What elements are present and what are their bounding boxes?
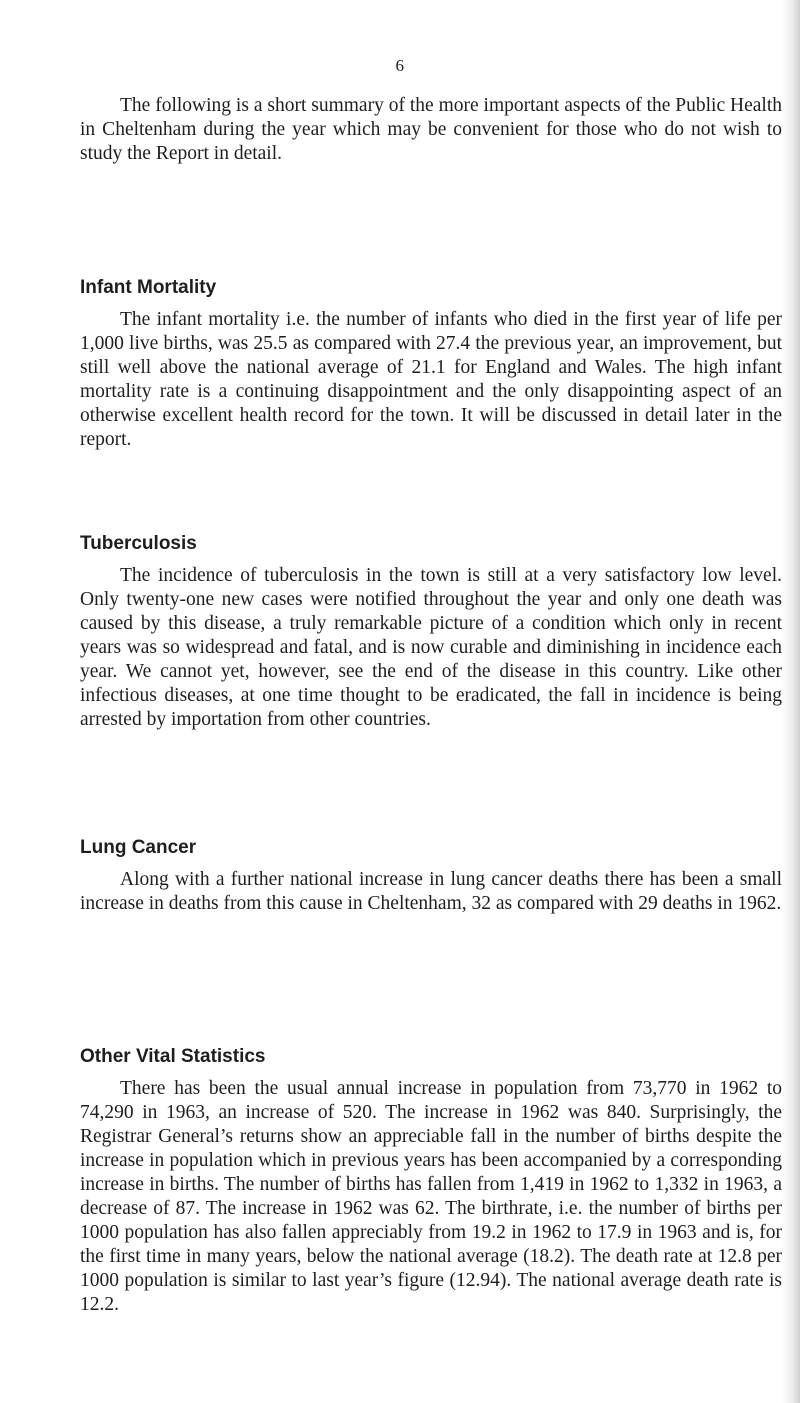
section-heading: Infant Mortality (80, 277, 217, 298)
page-edge-shadow (782, 0, 800, 1403)
section-body: Along with a further national increase in lung cancer deaths there has been a small increase in deaths from this cause in Cheltenham, 32 as compared with 29 deaths in 1962. (80, 869, 782, 914)
section-heading: Other Vital Statistics (80, 1046, 266, 1067)
section-body: There has been the usual annual increase in population from 73,770 in 1962 to 74,290 in 1963, an increase of 520. The increase in 1962 was 840. Surprisingly, the Registrar General’s returns show an appreciable fall in the number of births despite the increase in population which in previous years has been accompanied by a corresponding increase in births. The number of births has fallen from 1,419 in 1962 to 1,332 in 1963, a decrease of 87. The increase in 1962 was 62. The birthrate, i.e. the number of births per 1000 population has also fallen appreciably from 19.2 in 1962 to 17.9 in 1963 and is, for the first time in many years, below the national average (18.2). The death rate at 12.8 per 1000 population is similar to last year’s figure (12.94). The national average death rate is 12.2. (80, 1078, 782, 1315)
intro-paragraph: The following is a short summary of the more important aspects of the Public Health in Cheltenham during the year which may be convenient for those who do not wish to study the Report in detail. (80, 95, 782, 164)
section-body: The incidence of tuberculosis in the town is still at a very satisfactory low level. Only twenty-one new cases were notified throughout the year and only one death was caused by this disease, a truly remarkable picture of a condition which only in recent years was so widespread and fatal, and is now curable and diminishing in incidence each year. We cannot yet, however, see the end of the disease in this country. Like other infectious diseases, at one time thought to be eradicated, the fall in incidence is being arrested by importation from other countries. (80, 565, 782, 730)
section-heading: Lung Cancer (80, 837, 197, 858)
section-lung-cancer (80, 836, 782, 916)
section-infant-mortality (80, 276, 782, 452)
page-number: 6 (395, 56, 405, 75)
section-other-vital-statistics (80, 1045, 782, 1317)
section-heading: Tuberculosis (80, 533, 197, 554)
section-body: The infant mortality i.e. the number of infants who died in the first year of life per 1,000 live births, was 25.5 as compared with 27.4 the previous year, an improvement, but still well above the national average of 21.1 for England and Wales. The high infant mortality rate is a continuing disappointment and the only disappointing aspect of an otherwise excellent health record for the town. It will be discussed in detail later in the report. (80, 309, 782, 450)
section-tuberculosis (80, 532, 782, 732)
